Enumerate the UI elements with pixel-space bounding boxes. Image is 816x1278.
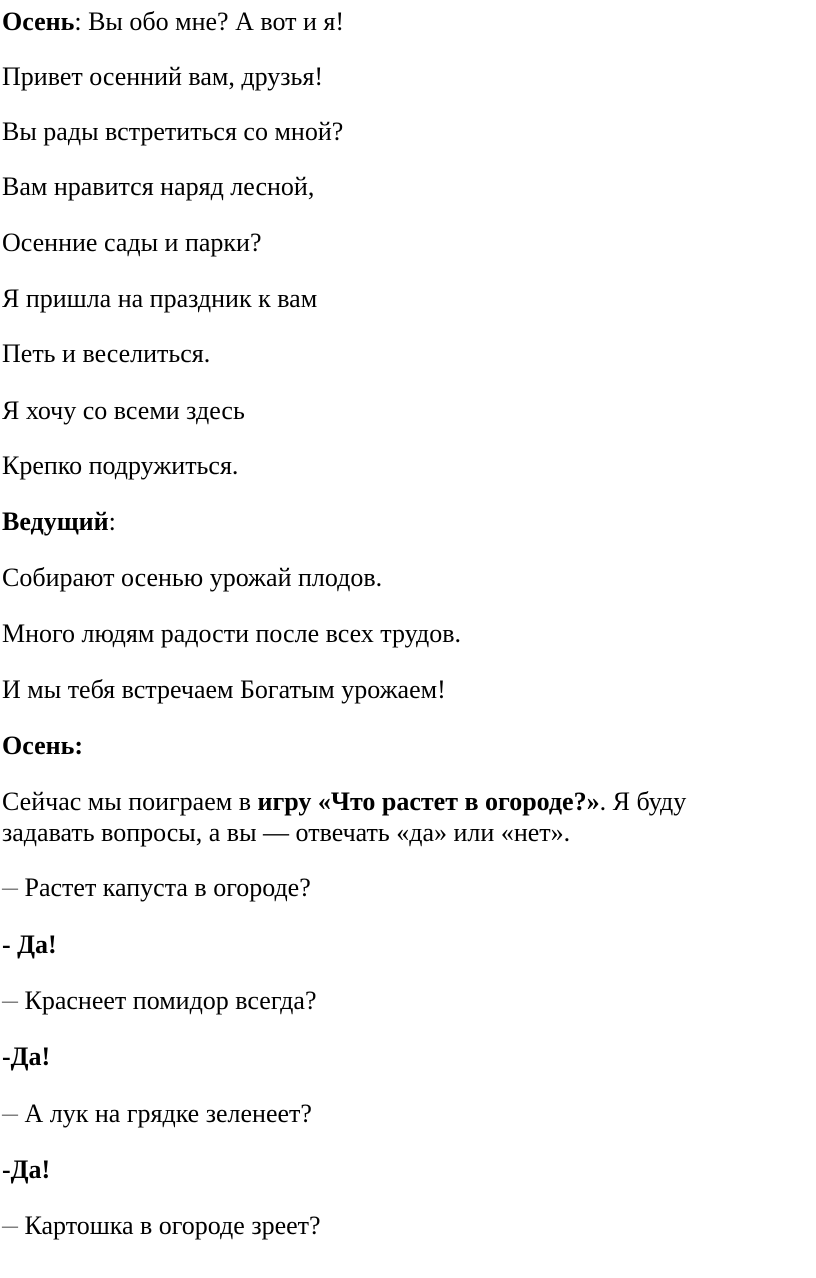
line-text: : Вы обо мне? А вот и я!: [74, 7, 344, 36]
answer-line: -Да!: [2, 1155, 51, 1184]
question-text: А лук на грядке зеленеет?: [18, 1099, 312, 1128]
line-text: . Я буду: [599, 787, 687, 816]
verse-line: И мы тебя встречаем Богатым урожаем!: [2, 675, 446, 704]
line-host: [2, 507, 116, 537]
game-intro-continuation: задавать вопросы, а вы — отвечать «да» или «нет».: [2, 818, 571, 847]
question-text: Картошка в огороде зреет?: [18, 1211, 321, 1240]
speaker-autumn: Осень: [2, 7, 75, 36]
line-text: Сейчас мы поиграем в: [2, 787, 258, 816]
verse-line: Я пришла на праздник к вам: [2, 284, 318, 313]
em-dash: —: [2, 993, 18, 1010]
em-dash: —: [2, 1106, 18, 1123]
em-dash: —: [2, 880, 18, 897]
question-line: [2, 1211, 321, 1242]
line-autumn-intro: [2, 7, 344, 37]
em-dash: —: [2, 1218, 18, 1235]
verse-line: Вы рады встретиться со мной?: [2, 117, 344, 146]
answer-line: - Да!: [2, 930, 57, 959]
verse-line: Вам нравится наряд лесной,: [2, 172, 315, 201]
question-text: Растет капуста в огороде?: [18, 873, 311, 902]
game-title: игру «Что растет в огороде?»: [257, 787, 600, 816]
speaker-host: Ведущий: [2, 507, 109, 536]
verse-line: Петь и веселиться.: [2, 339, 211, 368]
question-line: [2, 1099, 312, 1130]
question-line: [2, 873, 311, 904]
verse-line: Крепко подружиться.: [2, 451, 239, 480]
verse-line: Собирают осенью урожай плодов.: [2, 563, 383, 592]
game-intro-line: [2, 787, 686, 817]
verse-line: Осенние сады и парки?: [2, 228, 262, 257]
question-line: [2, 986, 317, 1017]
verse-line: Я хочу со всеми здесь: [2, 396, 245, 425]
line-text: :: [108, 507, 116, 536]
question-text: Краснеет помидор всегда?: [18, 986, 317, 1015]
verse-line: Много людям радости после всех трудов.: [2, 619, 461, 648]
answer-line: -Да!: [2, 1042, 51, 1071]
verse-line: Привет осенний вам, друзья!: [2, 62, 323, 91]
speaker-autumn: Осень:: [2, 731, 84, 760]
